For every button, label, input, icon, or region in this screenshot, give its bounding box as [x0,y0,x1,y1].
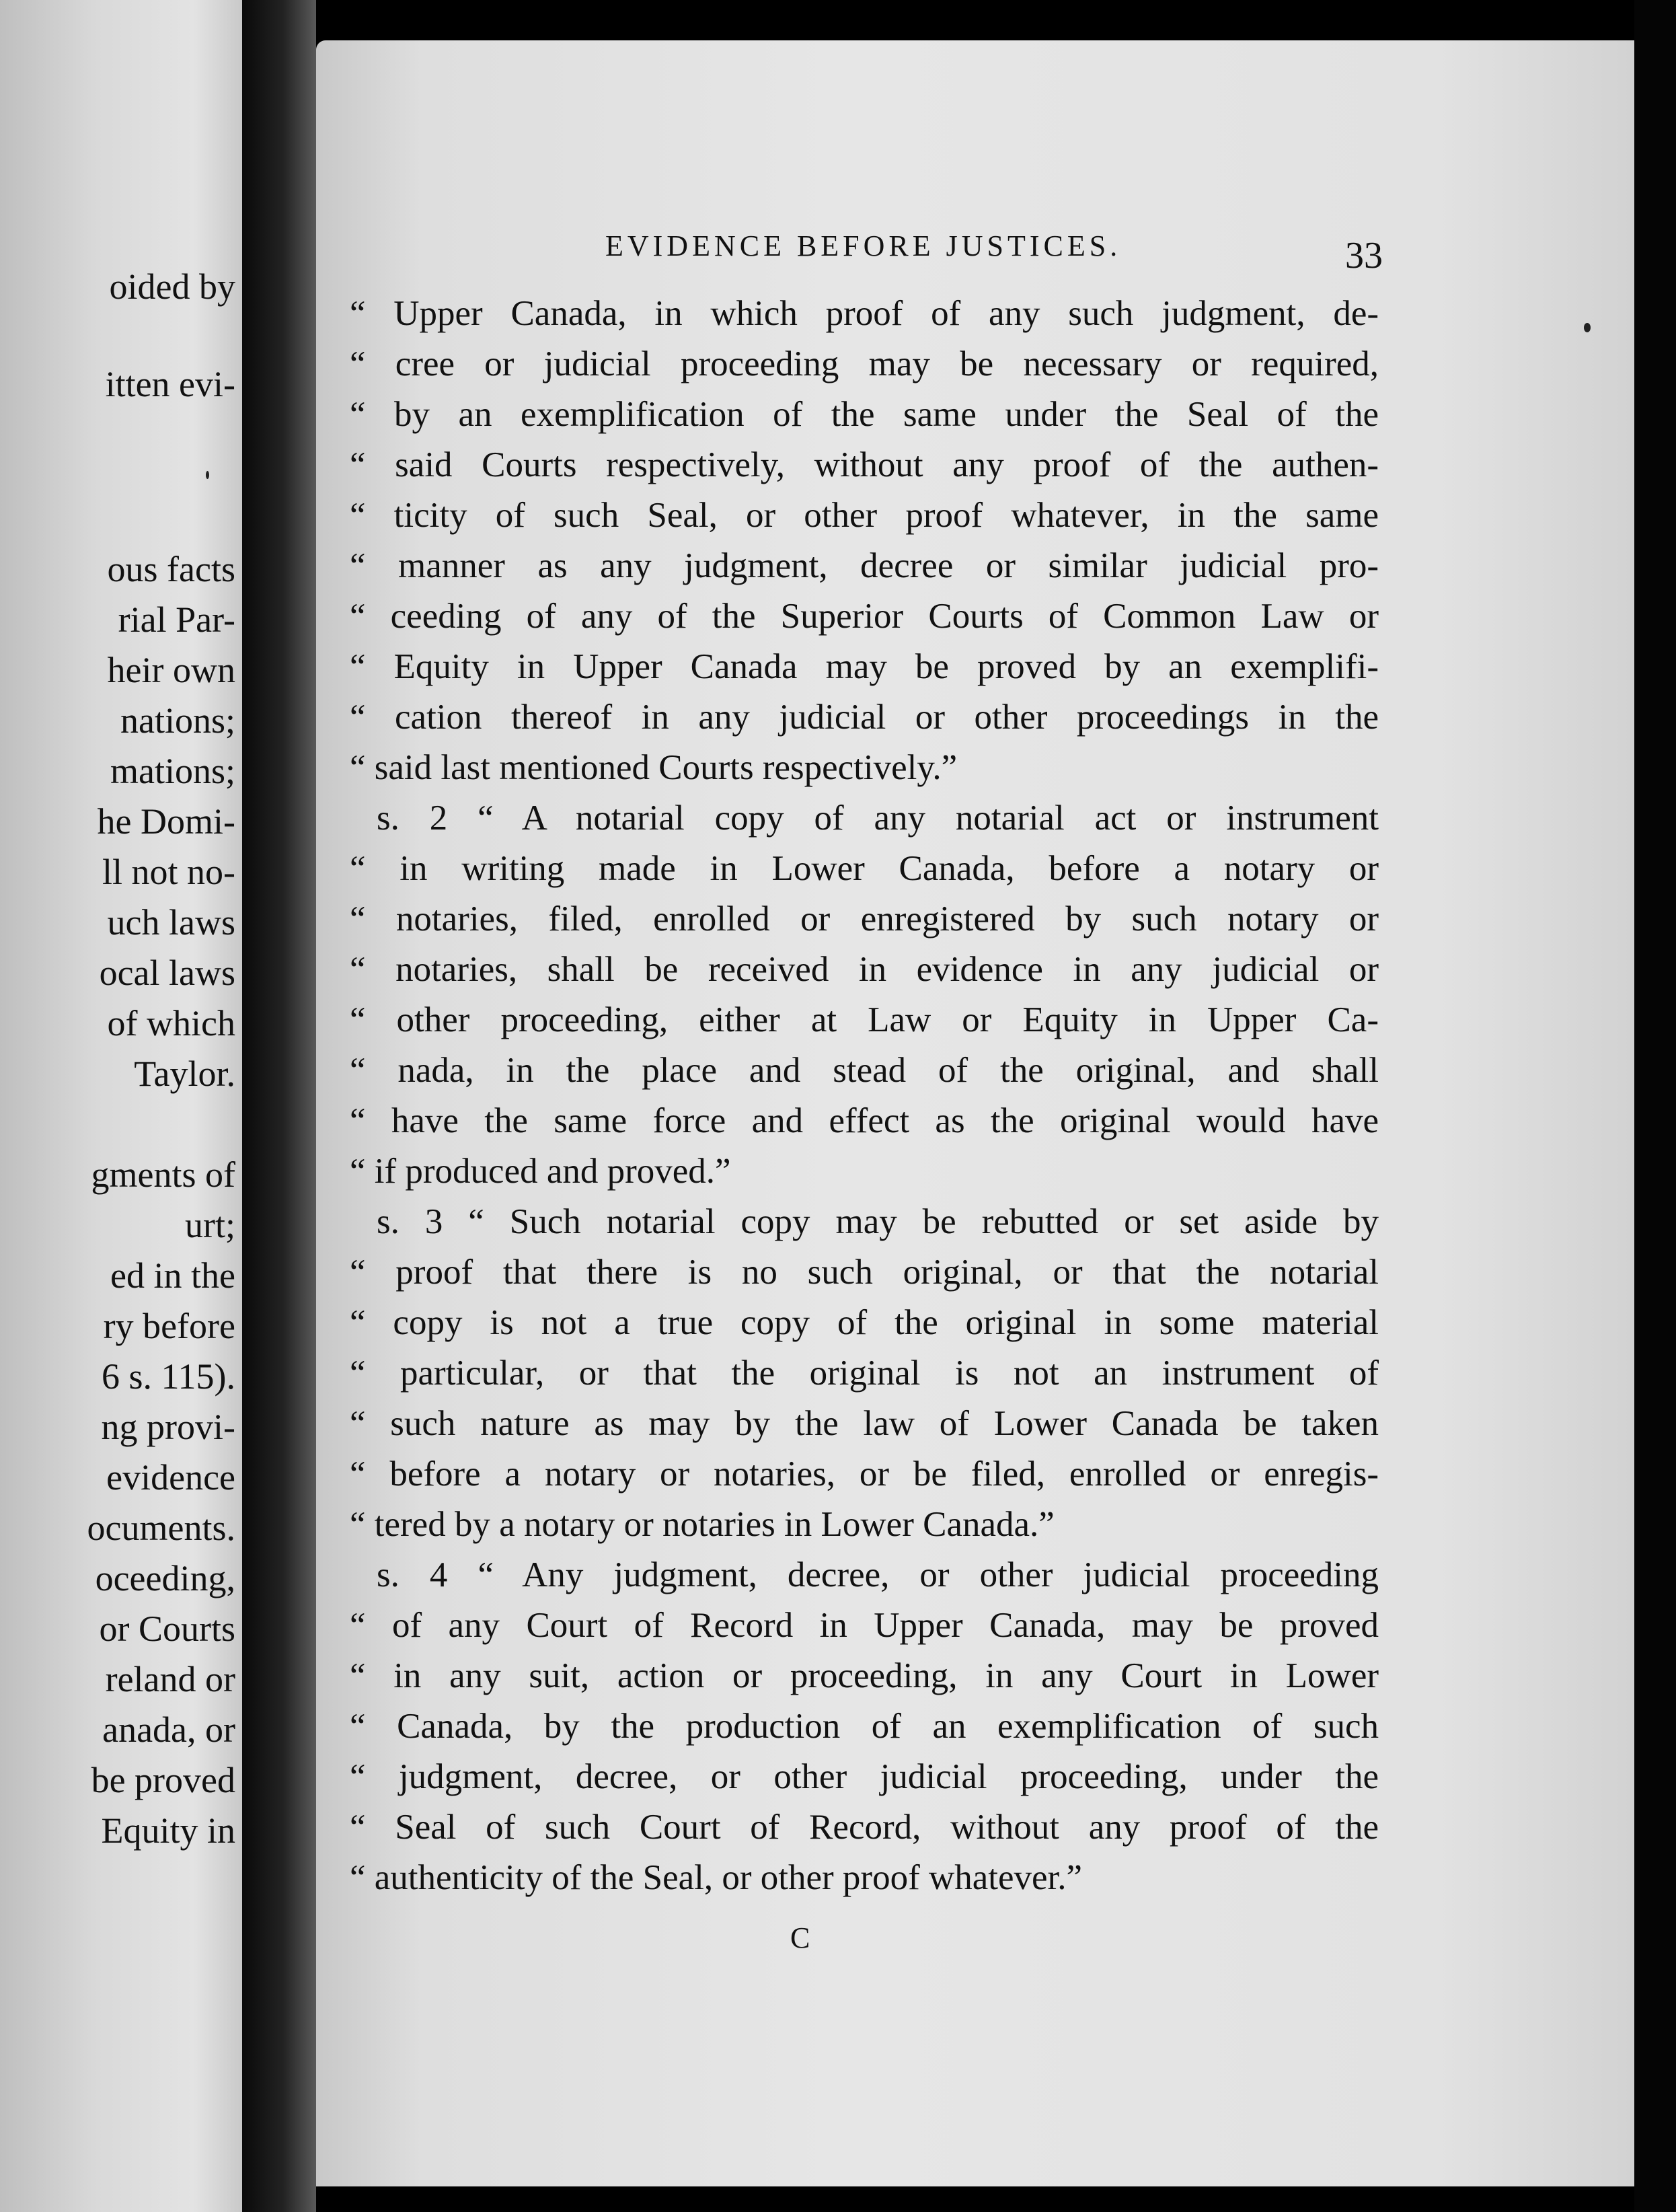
left-page-line: ry before [103,1306,235,1346]
text-line: “ have the same force and effect as the original would have [350,1101,1379,1140]
text-line: “ said last mentioned Courts respectively.” [350,748,958,787]
left-page-line: anada, or [102,1709,235,1750]
text-line: “ said Courts respectively, without any proof of the authen- [350,445,1379,484]
text-line: “ particular, or that the original is not an instrument of [350,1354,1379,1393]
text-line: “ Upper Canada, in which proof of any such judgment, de- [350,294,1379,333]
text-line: “ such nature as may by the law of Lower Canada be taken [350,1404,1379,1443]
left-page-line: ocal laws [99,953,235,993]
left-page-line: Equity in [101,1810,235,1851]
scan-border [1634,0,1676,2212]
text-line: “ in any suit, action or proceeding, in any Court in Lower [350,1656,1379,1695]
running-head: EVIDENCE BEFORE JUSTICES. [605,229,1122,262]
text-line: “ notaries, filed, enrolled or enregistered by such notary or [350,899,1379,938]
text-line: “ proof that there is no such original, or that the notarial [350,1253,1379,1292]
text-line: “ authenticity of the Seal, or other proof whatever.” [350,1858,1083,1897]
text-line: “ tered by a notary or notaries in Lower Canada.” [350,1505,1055,1544]
left-page-line: heir own [107,650,235,690]
previous-page-fragment [0,0,242,2212]
left-page-line: oceeding, [95,1558,235,1598]
text-line: “ cation thereof in any judicial or other proceedings in the [350,698,1379,737]
left-page-line: ocuments. [87,1508,235,1548]
left-page-line: urt; [185,1205,235,1245]
ink-speck [1584,323,1591,332]
text-line: “ Canada, by the production of an exemplification of such [350,1707,1379,1746]
text-line: “ manner as any judgment, decree or similar judicial pro- [350,546,1379,585]
text-line: “ notaries, shall be received in evidence in any judicial or [350,950,1379,989]
left-page-line: rial Par- [118,599,235,640]
text-line: “ before a notary or notaries, or be filed, enrolled or enregis- [350,1454,1379,1494]
section-2-start: s. 2 “ A notarial copy of any notarial act or instrument [377,799,1379,838]
left-page-line: mations; [110,751,235,791]
left-page-line: be proved [91,1760,235,1800]
text-line: “ ticity of such Seal, or other proof whatever, in the same [350,496,1379,535]
left-page-line: evidence [106,1457,235,1498]
text-line: “ cree or judicial proceeding may be necessary or required, [350,344,1379,383]
text-line: “ by an exemplification of the same under the Seal of the [350,395,1379,434]
left-page-line: oided by [109,266,235,307]
page-number: 33 [1345,235,1383,276]
text-line: “ if produced and proved.” [350,1152,731,1191]
left-page-line: ed in the [110,1255,235,1296]
book-gutter [242,0,316,2212]
left-page-line: itten evi- [105,364,235,404]
ink-speck [206,471,209,479]
left-page-line: nations; [120,700,235,741]
left-page-line: ll not no- [102,852,235,892]
section-4-start: s. 4 “ Any judgment, decree, or other judicial proceeding [377,1555,1379,1594]
text-line: “ other proceeding, either at Law or Equity in Upper Ca- [350,1000,1379,1039]
section-3-start: s. 3 “ Such notarial copy may be rebutted or set aside by [377,1202,1379,1241]
left-page-line: reland or [105,1659,235,1699]
text-line: “ ceeding of any of the Superior Courts of Common Law or [350,597,1379,636]
text-line: “ Seal of such Court of Record, without any proof of the [350,1808,1379,1847]
left-page-line: uch laws [107,902,235,943]
left-page-line: 6 s. 115). [102,1356,235,1397]
left-page-line: or Courts [99,1609,235,1649]
text-line: “ in writing made in Lower Canada, before a notary or [350,849,1379,888]
text-line: “ Equity in Upper Canada may be proved by an exemplifi- [350,647,1379,686]
left-page-line: he Domi- [97,801,235,842]
signature-mark: C [790,1921,810,1954]
left-page-line: Taylor. [134,1054,235,1094]
left-page-line: gments of [91,1154,235,1195]
left-page-line: of which [107,1003,235,1043]
text-line: “ nada, in the place and stead of the original, and shall [350,1051,1379,1090]
left-page-line: ous facts [107,549,235,589]
text-line: “ copy is not a true copy of the original in some material [350,1303,1379,1342]
text-line: “ of any Court of Record in Upper Canada, may be proved [350,1606,1379,1645]
text-line: “ judgment, decree, or other judicial proceeding, under the [350,1757,1379,1796]
left-page-line: ng provi- [101,1407,235,1447]
